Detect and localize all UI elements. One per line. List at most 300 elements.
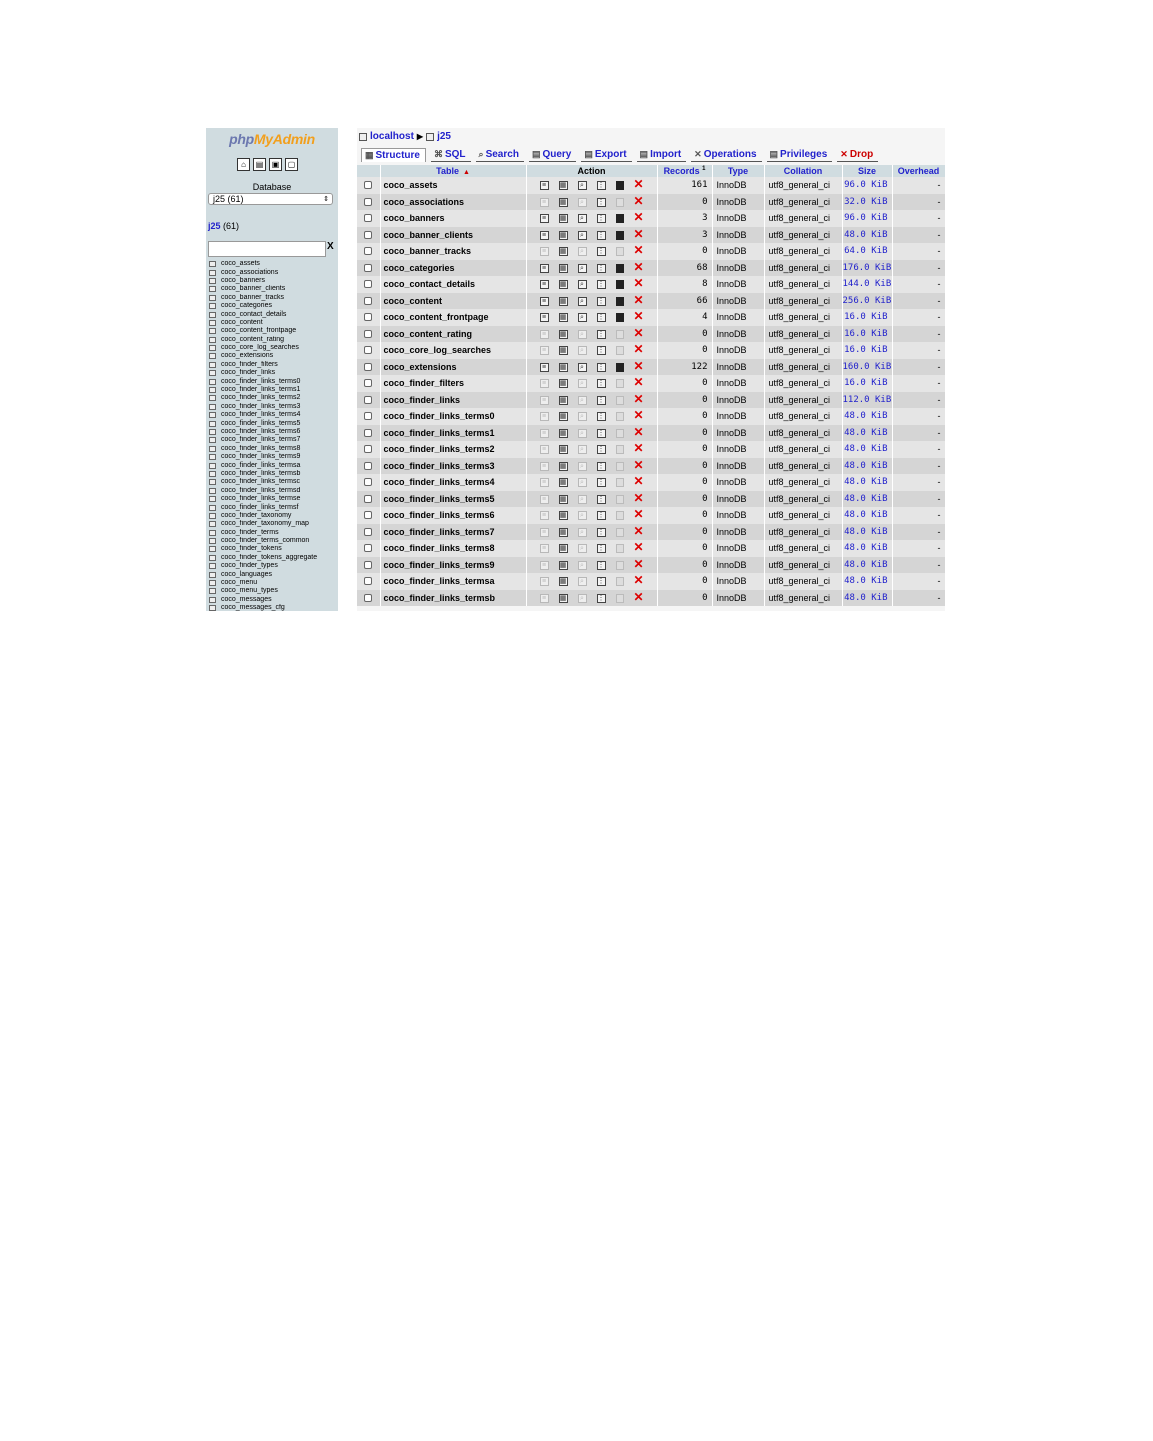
sql-icon[interactable]: ▤ <box>253 158 266 171</box>
structure-icon[interactable]: ▦ <box>559 231 567 239</box>
search-icon[interactable]: ⌕ <box>578 264 587 273</box>
browse-icon[interactable]: ≡ <box>540 264 549 273</box>
sidebar-table-label[interactable]: coco_categories <box>221 302 272 310</box>
table-browse-icon[interactable] <box>209 521 216 527</box>
drop-table-icon[interactable]: ✕ <box>633 391 644 406</box>
size-link[interactable]: 48.0 KiB <box>842 474 892 491</box>
table-browse-icon[interactable] <box>209 538 216 544</box>
browse-icon[interactable]: ≡ <box>540 429 549 438</box>
header-type[interactable]: Type <box>712 165 764 177</box>
empty-table-icon[interactable] <box>616 330 624 339</box>
table-browse-icon[interactable] <box>209 572 216 578</box>
sidebar-table-item[interactable] <box>209 419 336 427</box>
row-checkbox[interactable] <box>364 346 372 354</box>
sidebar-table-item[interactable] <box>209 487 336 495</box>
database-select[interactable] <box>208 193 333 205</box>
empty-table-icon[interactable] <box>616 478 624 487</box>
tab-operations[interactable] <box>691 148 761 162</box>
browse-icon[interactable]: ≡ <box>540 462 549 471</box>
table-browse-icon[interactable] <box>209 463 216 469</box>
structure-icon[interactable]: ▦ <box>559 512 567 520</box>
table-name-link[interactable]: coco_extensions <box>380 359 526 376</box>
browse-icon[interactable]: ≡ <box>540 346 549 355</box>
table-name-link[interactable]: coco_finder_links_terms8 <box>380 540 526 557</box>
search-icon[interactable]: ⌕ <box>578 346 587 355</box>
empty-table-icon[interactable] <box>616 379 624 388</box>
sidebar-table-item[interactable] <box>209 428 336 436</box>
insert-icon[interactable]: ⋮ <box>597 347 605 355</box>
insert-icon[interactable]: ⋮ <box>597 215 605 223</box>
drop-table-icon[interactable]: ✕ <box>633 457 644 472</box>
search-icon[interactable]: ⌕ <box>578 577 587 586</box>
drop-table-icon[interactable]: ✕ <box>633 441 644 456</box>
table-browse-icon[interactable] <box>209 387 216 393</box>
table-browse-icon[interactable] <box>209 362 216 368</box>
sidebar-table-item[interactable] <box>209 596 336 604</box>
sidebar-table-label[interactable]: coco_finder_links_termsf <box>221 503 299 511</box>
insert-icon[interactable]: ⋮ <box>597 264 605 272</box>
sidebar-table-item[interactable] <box>209 453 336 461</box>
insert-icon[interactable]: ⋮ <box>597 314 605 322</box>
size-link[interactable]: 48.0 KiB <box>842 507 892 524</box>
header-table[interactable]: Table ▲ <box>380 165 526 177</box>
row-checkbox[interactable] <box>364 478 372 486</box>
sidebar-table-label[interactable]: coco_core_log_searches <box>221 344 299 352</box>
sidebar-table-label[interactable]: coco_finder_taxonomy <box>221 511 292 519</box>
insert-icon[interactable]: ⋮ <box>597 380 605 388</box>
structure-icon[interactable]: ▦ <box>559 396 567 404</box>
sidebar-table-label[interactable]: coco_finder_terms <box>221 528 279 536</box>
empty-table-icon[interactable] <box>616 396 624 405</box>
row-checkbox[interactable] <box>364 528 372 536</box>
sidebar-table-label[interactable]: coco_finder_links_terms1 <box>221 386 301 394</box>
size-link[interactable]: 64.0 KiB <box>842 243 892 260</box>
sidebar-table-item[interactable] <box>209 520 336 528</box>
insert-icon[interactable]: ⋮ <box>597 594 605 602</box>
drop-table-icon[interactable]: ✕ <box>633 358 644 373</box>
structure-icon[interactable]: ▦ <box>559 314 567 322</box>
size-link[interactable]: 16.0 KiB <box>842 375 892 392</box>
table-name-link[interactable]: coco_content <box>380 293 526 310</box>
row-checkbox[interactable] <box>364 577 372 585</box>
browse-icon[interactable]: ≡ <box>540 544 549 553</box>
table-browse-icon[interactable] <box>209 370 216 376</box>
drop-table-icon[interactable]: ✕ <box>633 210 644 225</box>
browse-icon[interactable]: ≡ <box>540 198 549 207</box>
table-name-link[interactable]: coco_finder_links_terms4 <box>380 474 526 491</box>
browse-icon[interactable]: ≡ <box>540 511 549 520</box>
size-link[interactable]: 16.0 KiB <box>842 326 892 343</box>
sidebar-table-item[interactable] <box>209 277 336 285</box>
structure-icon[interactable]: ▦ <box>559 215 567 223</box>
sidebar-table-item[interactable] <box>209 310 336 318</box>
table-name-link[interactable]: coco_finder_links_terms1 <box>380 425 526 442</box>
clear-filter-button[interactable]: X <box>327 241 334 252</box>
sidebar-table-label[interactable]: coco_finder_terms_common <box>221 537 310 545</box>
size-link[interactable]: 32.0 KiB <box>842 194 892 211</box>
search-icon[interactable]: ⌕ <box>578 495 587 504</box>
table-browse-icon[interactable] <box>209 605 216 611</box>
insert-icon[interactable]: ⋮ <box>597 462 605 470</box>
sidebar-table-item[interactable] <box>209 294 336 302</box>
insert-icon[interactable]: ⋮ <box>597 363 605 371</box>
browse-icon[interactable]: ≡ <box>540 478 549 487</box>
sidebar-table-item[interactable] <box>209 377 336 385</box>
insert-icon[interactable]: ⋮ <box>597 413 605 421</box>
browse-icon[interactable]: ≡ <box>540 330 549 339</box>
insert-icon[interactable]: ⋮ <box>597 198 605 206</box>
sidebar-table-label[interactable]: coco_finder_links_terms8 <box>221 444 301 452</box>
table-browse-icon[interactable] <box>209 479 216 485</box>
search-icon[interactable]: ⌕ <box>578 313 587 322</box>
search-icon[interactable]: ⌕ <box>578 528 587 537</box>
structure-icon[interactable]: ▦ <box>559 363 567 371</box>
table-name-link[interactable]: coco_finder_links_terms3 <box>380 458 526 475</box>
insert-icon[interactable]: ⋮ <box>597 429 605 437</box>
header-collation[interactable]: Collation <box>764 165 842 177</box>
table-name-link[interactable]: coco_assets <box>380 177 526 194</box>
structure-icon[interactable]: ▦ <box>559 429 567 437</box>
size-link[interactable]: 160.0 KiB <box>842 359 892 376</box>
structure-icon[interactable]: ▦ <box>559 248 567 256</box>
sidebar-table-item[interactable] <box>209 445 336 453</box>
size-link[interactable]: 48.0 KiB <box>842 573 892 590</box>
search-icon[interactable]: ⌕ <box>578 330 587 339</box>
structure-icon[interactable]: ▦ <box>559 446 567 454</box>
sidebar-table-item[interactable] <box>209 344 336 352</box>
drop-table-icon[interactable]: ✕ <box>633 292 644 307</box>
sidebar-table-item[interactable] <box>209 327 336 335</box>
structure-icon[interactable]: ▦ <box>559 561 567 569</box>
table-browse-icon[interactable] <box>209 353 216 359</box>
search-icon[interactable]: ⌕ <box>578 396 587 405</box>
row-checkbox[interactable] <box>364 544 372 552</box>
table-browse-icon[interactable] <box>209 404 216 410</box>
structure-icon[interactable]: ▦ <box>559 578 567 586</box>
table-browse-icon[interactable] <box>209 295 216 301</box>
sidebar-table-item[interactable] <box>209 503 336 511</box>
browse-icon[interactable]: ≡ <box>540 412 549 421</box>
tab-privileges[interactable] <box>767 148 833 162</box>
sidebar-table-item[interactable] <box>209 403 336 411</box>
table-name-link[interactable]: coco_finder_links <box>380 392 526 409</box>
empty-table-icon[interactable] <box>616 264 624 273</box>
drop-table-icon[interactable]: ✕ <box>633 226 644 241</box>
sidebar-table-label[interactable]: coco_finder_tokens_aggregate <box>221 553 318 561</box>
browse-icon[interactable]: ≡ <box>540 280 549 289</box>
row-checkbox[interactable] <box>364 462 372 470</box>
sidebar-table-item[interactable] <box>209 537 336 545</box>
browse-icon[interactable]: ≡ <box>540 577 549 586</box>
structure-icon[interactable]: ▦ <box>559 479 567 487</box>
search-icon[interactable]: ⌕ <box>578 214 587 223</box>
sidebar-table-label[interactable]: coco_finder_filters <box>221 360 278 368</box>
row-checkbox[interactable] <box>364 264 372 272</box>
search-icon[interactable]: ⌕ <box>578 363 587 372</box>
table-browse-icon[interactable] <box>209 505 216 511</box>
table-browse-icon[interactable] <box>209 580 216 586</box>
row-checkbox[interactable] <box>364 379 372 387</box>
table-browse-icon[interactable] <box>209 278 216 284</box>
structure-icon[interactable]: ▦ <box>559 495 567 503</box>
search-icon[interactable]: ⌕ <box>578 594 587 603</box>
table-browse-icon[interactable] <box>209 412 216 418</box>
empty-table-icon[interactable] <box>616 429 624 438</box>
structure-icon[interactable]: ▦ <box>559 528 567 536</box>
sidebar-table-item[interactable] <box>209 436 336 444</box>
empty-table-icon[interactable] <box>616 297 624 306</box>
sidebar-table-label[interactable]: coco_finder_types <box>221 562 278 570</box>
tab-drop[interactable] <box>837 148 878 162</box>
drop-table-icon[interactable]: ✕ <box>633 309 644 324</box>
table-browse-icon[interactable] <box>209 337 216 343</box>
size-link[interactable]: 144.0 KiB <box>842 276 892 293</box>
tab-query[interactable] <box>529 148 576 162</box>
size-link[interactable]: 48.0 KiB <box>842 540 892 557</box>
drop-table-icon[interactable]: ✕ <box>633 523 644 538</box>
drop-table-icon[interactable]: ✕ <box>633 408 644 423</box>
sidebar-table-label[interactable]: coco_extensions <box>221 352 274 360</box>
table-browse-icon[interactable] <box>209 303 216 309</box>
insert-icon[interactable]: ⋮ <box>597 330 605 338</box>
row-checkbox[interactable] <box>364 297 372 305</box>
sidebar-table-item[interactable] <box>209 529 336 537</box>
docs-icon[interactable]: ▣ <box>269 158 282 171</box>
table-browse-icon[interactable] <box>209 437 216 443</box>
size-link[interactable]: 48.0 KiB <box>842 491 892 508</box>
table-browse-icon[interactable] <box>209 261 216 267</box>
sidebar-table-item[interactable] <box>209 545 336 553</box>
insert-icon[interactable]: ⋮ <box>597 231 605 239</box>
table-browse-icon[interactable] <box>209 379 216 385</box>
table-name-link[interactable]: coco_finder_links_terms2 <box>380 441 526 458</box>
row-checkbox[interactable] <box>364 495 372 503</box>
structure-icon[interactable]: ▦ <box>559 347 567 355</box>
browse-icon[interactable]: ≡ <box>540 594 549 603</box>
sidebar-table-label[interactable]: coco_finder_links_termsd <box>221 486 301 494</box>
empty-table-icon[interactable] <box>616 445 624 454</box>
table-name-link[interactable]: coco_finder_links_terms7 <box>380 524 526 541</box>
empty-table-icon[interactable] <box>616 198 624 207</box>
browse-icon[interactable]: ≡ <box>540 495 549 504</box>
structure-icon[interactable]: ▦ <box>559 462 567 470</box>
structure-icon[interactable]: ▦ <box>559 545 567 553</box>
sidebar-table-item[interactable] <box>209 336 336 344</box>
tab-export[interactable] <box>581 148 631 162</box>
row-checkbox[interactable] <box>364 214 372 222</box>
table-browse-icon[interactable] <box>209 588 216 594</box>
drop-table-icon[interactable]: ✕ <box>633 342 644 357</box>
tab-sql[interactable] <box>431 148 471 162</box>
search-icon[interactable]: ⌕ <box>578 462 587 471</box>
empty-table-icon[interactable] <box>616 528 624 537</box>
sidebar-table-item[interactable] <box>209 570 336 578</box>
insert-icon[interactable]: ⋮ <box>597 248 605 256</box>
structure-icon[interactable]: ▦ <box>559 413 567 421</box>
empty-table-icon[interactable] <box>616 412 624 421</box>
empty-table-icon[interactable] <box>616 363 624 372</box>
home-icon[interactable]: ⌂ <box>237 158 250 171</box>
search-icon[interactable]: ⌕ <box>578 231 587 240</box>
row-checkbox[interactable] <box>364 181 372 189</box>
sidebar-table-item[interactable] <box>209 260 336 268</box>
sidebar-table-label[interactable]: coco_finder_links_terms3 <box>221 402 301 410</box>
sidebar-table-label[interactable]: coco_finder_taxonomy_map <box>221 520 309 528</box>
table-browse-icon[interactable] <box>209 270 216 276</box>
table-browse-icon[interactable] <box>209 345 216 351</box>
sidebar-table-item[interactable] <box>209 562 336 570</box>
tab-search[interactable] <box>476 148 524 162</box>
table-name-link[interactable]: coco_categories <box>380 260 526 277</box>
table-browse-icon[interactable] <box>209 597 216 603</box>
table-name-link[interactable]: coco_associations <box>380 194 526 211</box>
row-checkbox[interactable] <box>364 198 372 206</box>
table-name-link[interactable]: coco_core_log_searches <box>380 342 526 359</box>
empty-table-icon[interactable] <box>616 577 624 586</box>
sidebar-table-label[interactable]: coco_menu <box>221 579 258 587</box>
empty-table-icon[interactable] <box>616 214 624 223</box>
sidebar-table-item[interactable] <box>209 554 336 562</box>
row-checkbox[interactable] <box>364 429 372 437</box>
table-browse-icon[interactable] <box>209 563 216 569</box>
header-records[interactable]: Records $^1$ <box>657 165 712 177</box>
table-name-link[interactable]: coco_finder_links_termsb <box>380 590 526 607</box>
sidebar-table-label[interactable]: coco_contact_details <box>221 310 287 318</box>
table-browse-icon[interactable] <box>209 320 216 326</box>
sidebar-table-label[interactable]: coco_finder_links_termsc <box>221 478 300 486</box>
search-icon[interactable]: ⌕ <box>578 561 587 570</box>
sidebar-table-item[interactable] <box>209 319 336 327</box>
table-browse-icon[interactable] <box>209 429 216 435</box>
size-link[interactable]: 256.0 KiB <box>842 293 892 310</box>
sidebar-table-label[interactable]: coco_content_rating <box>221 335 285 343</box>
row-checkbox[interactable] <box>364 231 372 239</box>
row-checkbox[interactable] <box>364 280 372 288</box>
sidebar-table-item[interactable] <box>209 369 336 377</box>
insert-icon[interactable]: ⋮ <box>597 495 605 503</box>
structure-icon[interactable]: ▦ <box>559 182 567 190</box>
sidebar-table-label[interactable]: coco_finder_tokens <box>221 545 282 553</box>
sidebar-table-label[interactable]: coco_finder_links_terms9 <box>221 453 301 461</box>
sidebar-table-label[interactable]: coco_content_frontpage <box>221 327 297 335</box>
table-name-link[interactable]: coco_finder_links_terms9 <box>380 557 526 574</box>
search-icon[interactable]: ⌕ <box>578 429 587 438</box>
browse-icon[interactable]: ≡ <box>540 313 549 322</box>
structure-icon[interactable]: ▦ <box>559 264 567 272</box>
sidebar-table-label[interactable]: coco_banner_clients <box>221 285 286 293</box>
sidebar-table-label[interactable]: coco_finder_links_terms0 <box>221 377 301 385</box>
insert-icon[interactable]: ⋮ <box>597 545 605 553</box>
search-icon[interactable]: ⌕ <box>578 445 587 454</box>
drop-table-icon[interactable]: ✕ <box>633 177 644 192</box>
table-name-link[interactable]: coco_finder_links_terms5 <box>380 491 526 508</box>
sidebar-table-label[interactable]: coco_content <box>221 318 263 326</box>
sidebar-table-label[interactable]: coco_messages_cfg <box>221 604 285 611</box>
sidebar-table-label[interactable]: coco_associations <box>221 268 279 276</box>
sidebar-table-label[interactable]: coco_messages <box>221 595 272 603</box>
sidebar-table-item[interactable] <box>209 411 336 419</box>
table-browse-icon[interactable] <box>209 496 216 502</box>
browse-icon[interactable]: ≡ <box>540 363 549 372</box>
table-browse-icon[interactable] <box>209 488 216 494</box>
breadcrumb-server[interactable]: localhost <box>370 131 414 142</box>
header-size[interactable]: Size <box>842 165 892 177</box>
browse-icon[interactable]: ≡ <box>540 181 549 190</box>
row-checkbox[interactable] <box>364 330 372 338</box>
search-icon[interactable]: ⌕ <box>578 379 587 388</box>
size-link[interactable]: 112.0 KiB <box>842 392 892 409</box>
row-checkbox[interactable] <box>364 561 372 569</box>
insert-icon[interactable]: ⋮ <box>597 297 605 305</box>
table-filter-input[interactable] <box>208 241 326 257</box>
search-icon[interactable]: ⌕ <box>578 297 587 306</box>
sidebar-table-label[interactable]: coco_languages <box>221 570 272 578</box>
empty-table-icon[interactable] <box>616 313 624 322</box>
table-name-link[interactable]: coco_banner_tracks <box>380 243 526 260</box>
sidebar-table-item[interactable] <box>209 579 336 587</box>
row-checkbox[interactable] <box>364 594 372 602</box>
row-checkbox[interactable] <box>364 313 372 321</box>
table-browse-icon[interactable] <box>209 421 216 427</box>
table-browse-icon[interactable] <box>209 546 216 552</box>
size-link[interactable]: 96.0 KiB <box>842 210 892 227</box>
table-browse-icon[interactable] <box>209 286 216 292</box>
browse-icon[interactable]: ≡ <box>540 297 549 306</box>
sidebar-table-label[interactable]: coco_finder_links_terms6 <box>221 428 301 435</box>
table-name-link[interactable]: coco_finder_links_terms6 <box>380 507 526 524</box>
breadcrumb-database[interactable]: j25 <box>437 131 451 142</box>
sidebar-table-item[interactable] <box>209 587 336 595</box>
table-name-link[interactable]: coco_banner_clients <box>380 227 526 244</box>
table-browse-icon[interactable] <box>209 328 216 334</box>
sidebar-table-label[interactable]: coco_banner_tracks <box>221 293 285 301</box>
sidebar-table-label[interactable]: coco_finder_links <box>221 369 276 377</box>
row-checkbox[interactable] <box>364 396 372 404</box>
size-link[interactable]: 16.0 KiB <box>842 309 892 326</box>
empty-table-icon[interactable] <box>616 462 624 471</box>
sidebar-table-label[interactable]: coco_assets <box>221 260 260 268</box>
search-icon[interactable]: ⌕ <box>578 181 587 190</box>
sidebar-table-item[interactable] <box>209 285 336 293</box>
empty-table-icon[interactable] <box>616 511 624 520</box>
drop-table-icon[interactable]: ✕ <box>633 259 644 274</box>
sidebar-table-label[interactable]: coco_finder_links_terms4 <box>221 411 301 419</box>
table-browse-icon[interactable] <box>209 471 216 477</box>
search-icon[interactable]: ⌕ <box>578 544 587 553</box>
empty-table-icon[interactable] <box>616 594 624 603</box>
structure-icon[interactable]: ▦ <box>559 297 567 305</box>
drop-table-icon[interactable]: ✕ <box>633 375 644 390</box>
search-icon[interactable]: ⌕ <box>578 511 587 520</box>
table-name-link[interactable]: coco_content_rating <box>380 326 526 343</box>
sidebar-table-item[interactable] <box>209 386 336 394</box>
empty-table-icon[interactable] <box>616 495 624 504</box>
structure-icon[interactable]: ▦ <box>559 594 567 602</box>
sidebar-table-item[interactable] <box>209 302 336 310</box>
search-icon[interactable]: ⌕ <box>578 280 587 289</box>
size-link[interactable]: 48.0 KiB <box>842 227 892 244</box>
size-link[interactable]: 48.0 KiB <box>842 458 892 475</box>
table-browse-icon[interactable] <box>209 530 216 536</box>
browse-icon[interactable]: ≡ <box>540 247 549 256</box>
sidebar-table-item[interactable] <box>209 461 336 469</box>
browse-icon[interactable]: ≡ <box>540 396 549 405</box>
sidebar-table-label[interactable]: coco_finder_links_termsb <box>221 469 301 477</box>
drop-table-icon[interactable]: ✕ <box>633 243 644 258</box>
search-icon[interactable]: ⌕ <box>578 247 587 256</box>
sidebar-table-item[interactable] <box>209 394 336 402</box>
insert-icon[interactable]: ⋮ <box>597 578 605 586</box>
